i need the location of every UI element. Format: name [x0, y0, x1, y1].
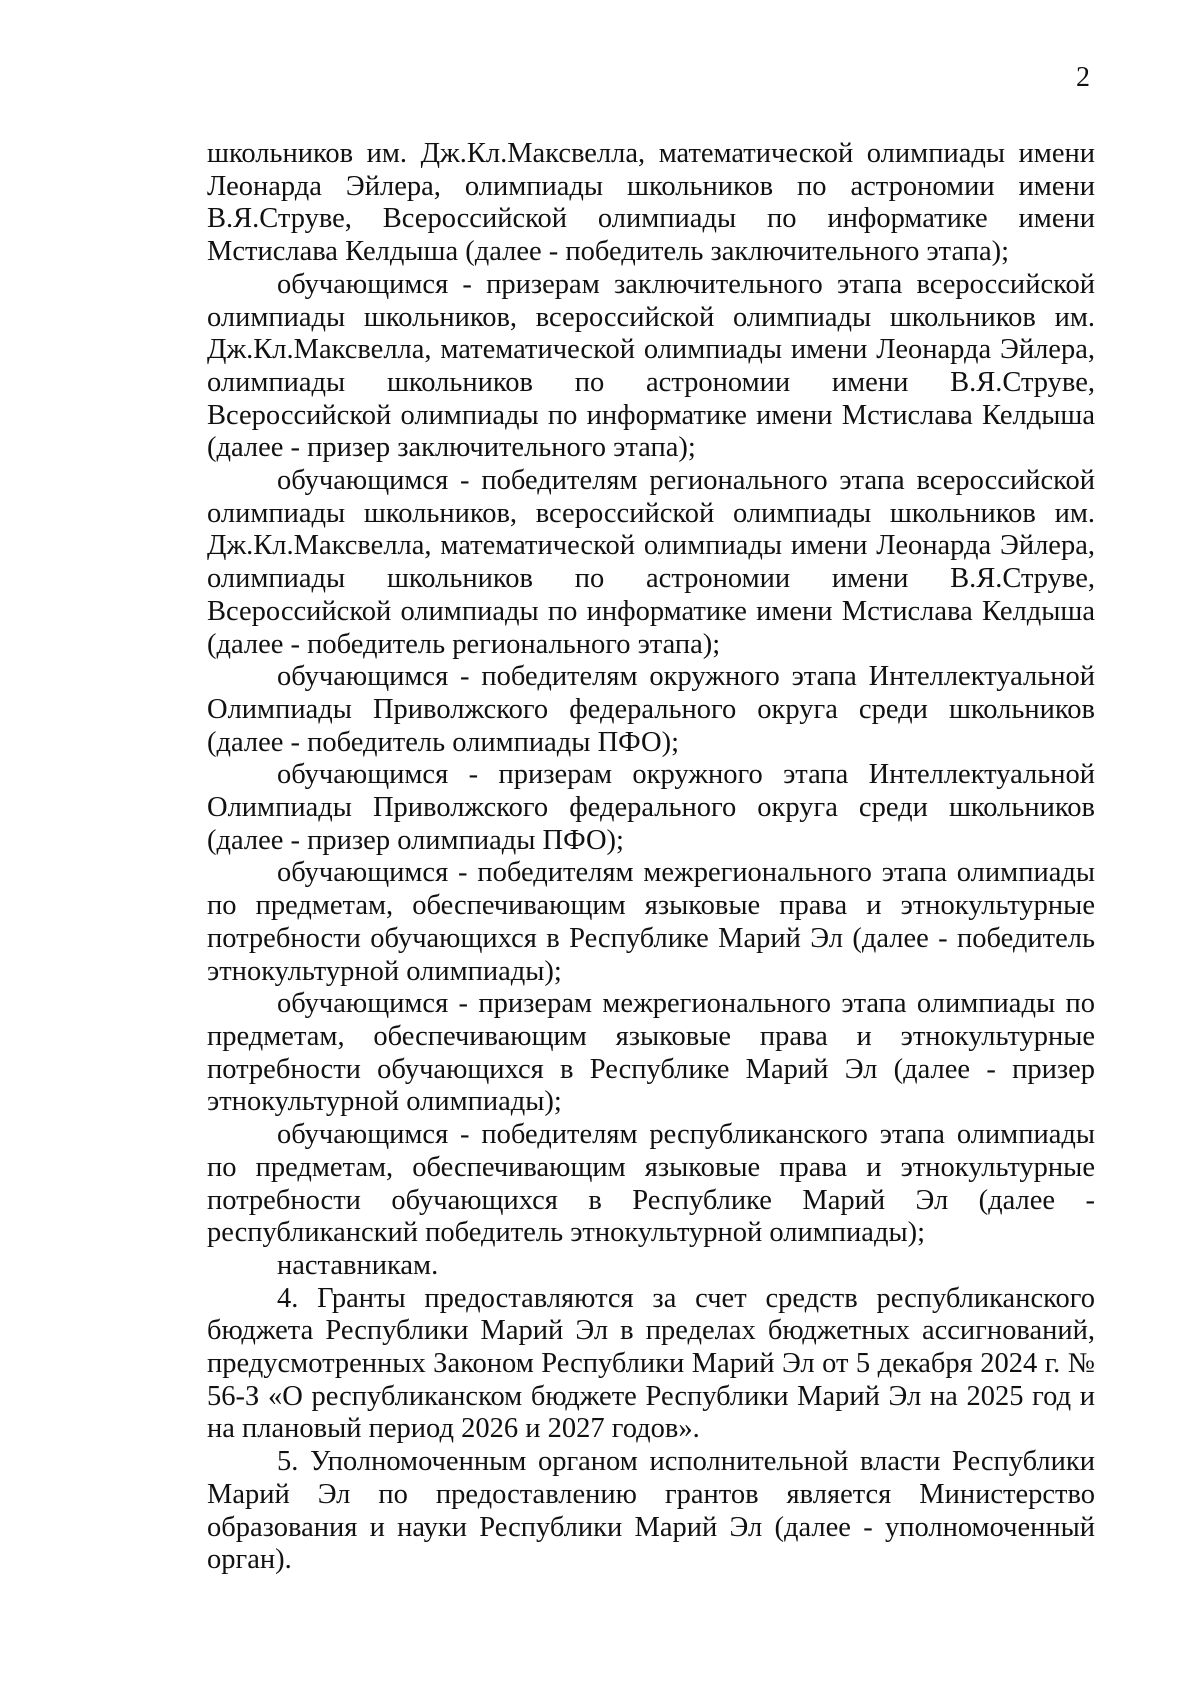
paragraph-pfo-winners: обучающимся - победителям окружного этапа Интеллектуальной Олимпиады Приволжского федерального округа среди школьников (далее - победитель олимпиады ПФО);: [207, 661, 1095, 758]
document-body: [207, 138, 1095, 1577]
paragraph-item-5-authorized-body: 5. Уполномоченным органом исполнительной власти Республики Марий Эл по предоставлению грантов является Министерство образования и науки Республики Марий Эл (далее - уполномоченный орган).: [207, 1446, 1095, 1576]
paragraph-ethnocultural-prize-winners: обучающимся - призерам межрегионального этапа олимпиады по предметам, обеспечивающим языковые права и этнокультурные потребности обучающихся в Республике Марий Эл (далее - призер этнокультурной олимпиады);: [207, 988, 1095, 1118]
paragraph-pfo-prize-winners: обучающимся - призерам окружного этапа Интеллектуальной Олимпиады Приволжского федерального округа среди школьников (далее - призер олимпиады ПФО);: [207, 759, 1095, 856]
paragraph-regional-stage-winners: обучающимся - победителям регионального этапа всероссийской олимпиады школьников, всероссийской олимпиады школьников им. Дж.Кл.Максвелла, математической олимпиады имени Леонарда Эйлера, олимпиады школьников по астрономии имени В.Я.Струве, Всероссийской олимпиады по информатике имени Мстислава Келдыша (далее - победитель регионального этапа);: [207, 465, 1095, 660]
paragraph-mentors: наставникам.: [277, 1249, 439, 1281]
paragraph-ethnocultural-winners: обучающимся - победителям межрегионального этапа олимпиады по предметам, обеспечивающим языковые права и этнокультурные потребности обучающихся в Республике Марий Эл (далее - победитель этнокультурной олимпиады);: [207, 857, 1095, 987]
paragraph-final-stage-prize-winners: обучающимся - призерам заключительного этапа всероссийской олимпиады школьников, всероссийской олимпиады школьников им. Дж.Кл.Максвелла, математической олимпиады имени Леонарда Эйлера, олимпиады школьников по астрономии имени В.Я.Струве, Всероссийской олимпиады по информатике имени Мстислава Келдыша (далее - призер заключительного этапа);: [207, 268, 1095, 464]
paragraph-republican-ethnocultural-winners: обучающимся - победителям республиканского этапа олимпиады по предметам, обеспечивающим языковые права и этнокультурные потребности обучающихся в Республике Марий Эл (далее - республиканский победитель этнокультурной олимпиады);: [207, 1119, 1095, 1249]
paragraph-continuation: школьников им. Дж.Кл.Максвелла, математической олимпиады имени Леонарда Эйлера, олимпиады школьников по астрономии имени В.Я.Струве, Всероссийской олимпиады по информатике имени Мстислава Келдыша (далее - победитель заключительного этапа);: [207, 138, 1095, 268]
paragraph-item-4-funding: 4. Гранты предоставляются за счет средств республиканского бюджета Республики Марий Эл в пределах бюджетных ассигнований, предусмотренных Законом Республики Марий Эл от 5 декабря 2024 г. № 56-З «О республиканском бюджете Республики Марий Эл на 2025 год и на плановый период 2026 и 2027 годов».: [207, 1282, 1095, 1445]
page-number: 2: [1076, 62, 1090, 93]
